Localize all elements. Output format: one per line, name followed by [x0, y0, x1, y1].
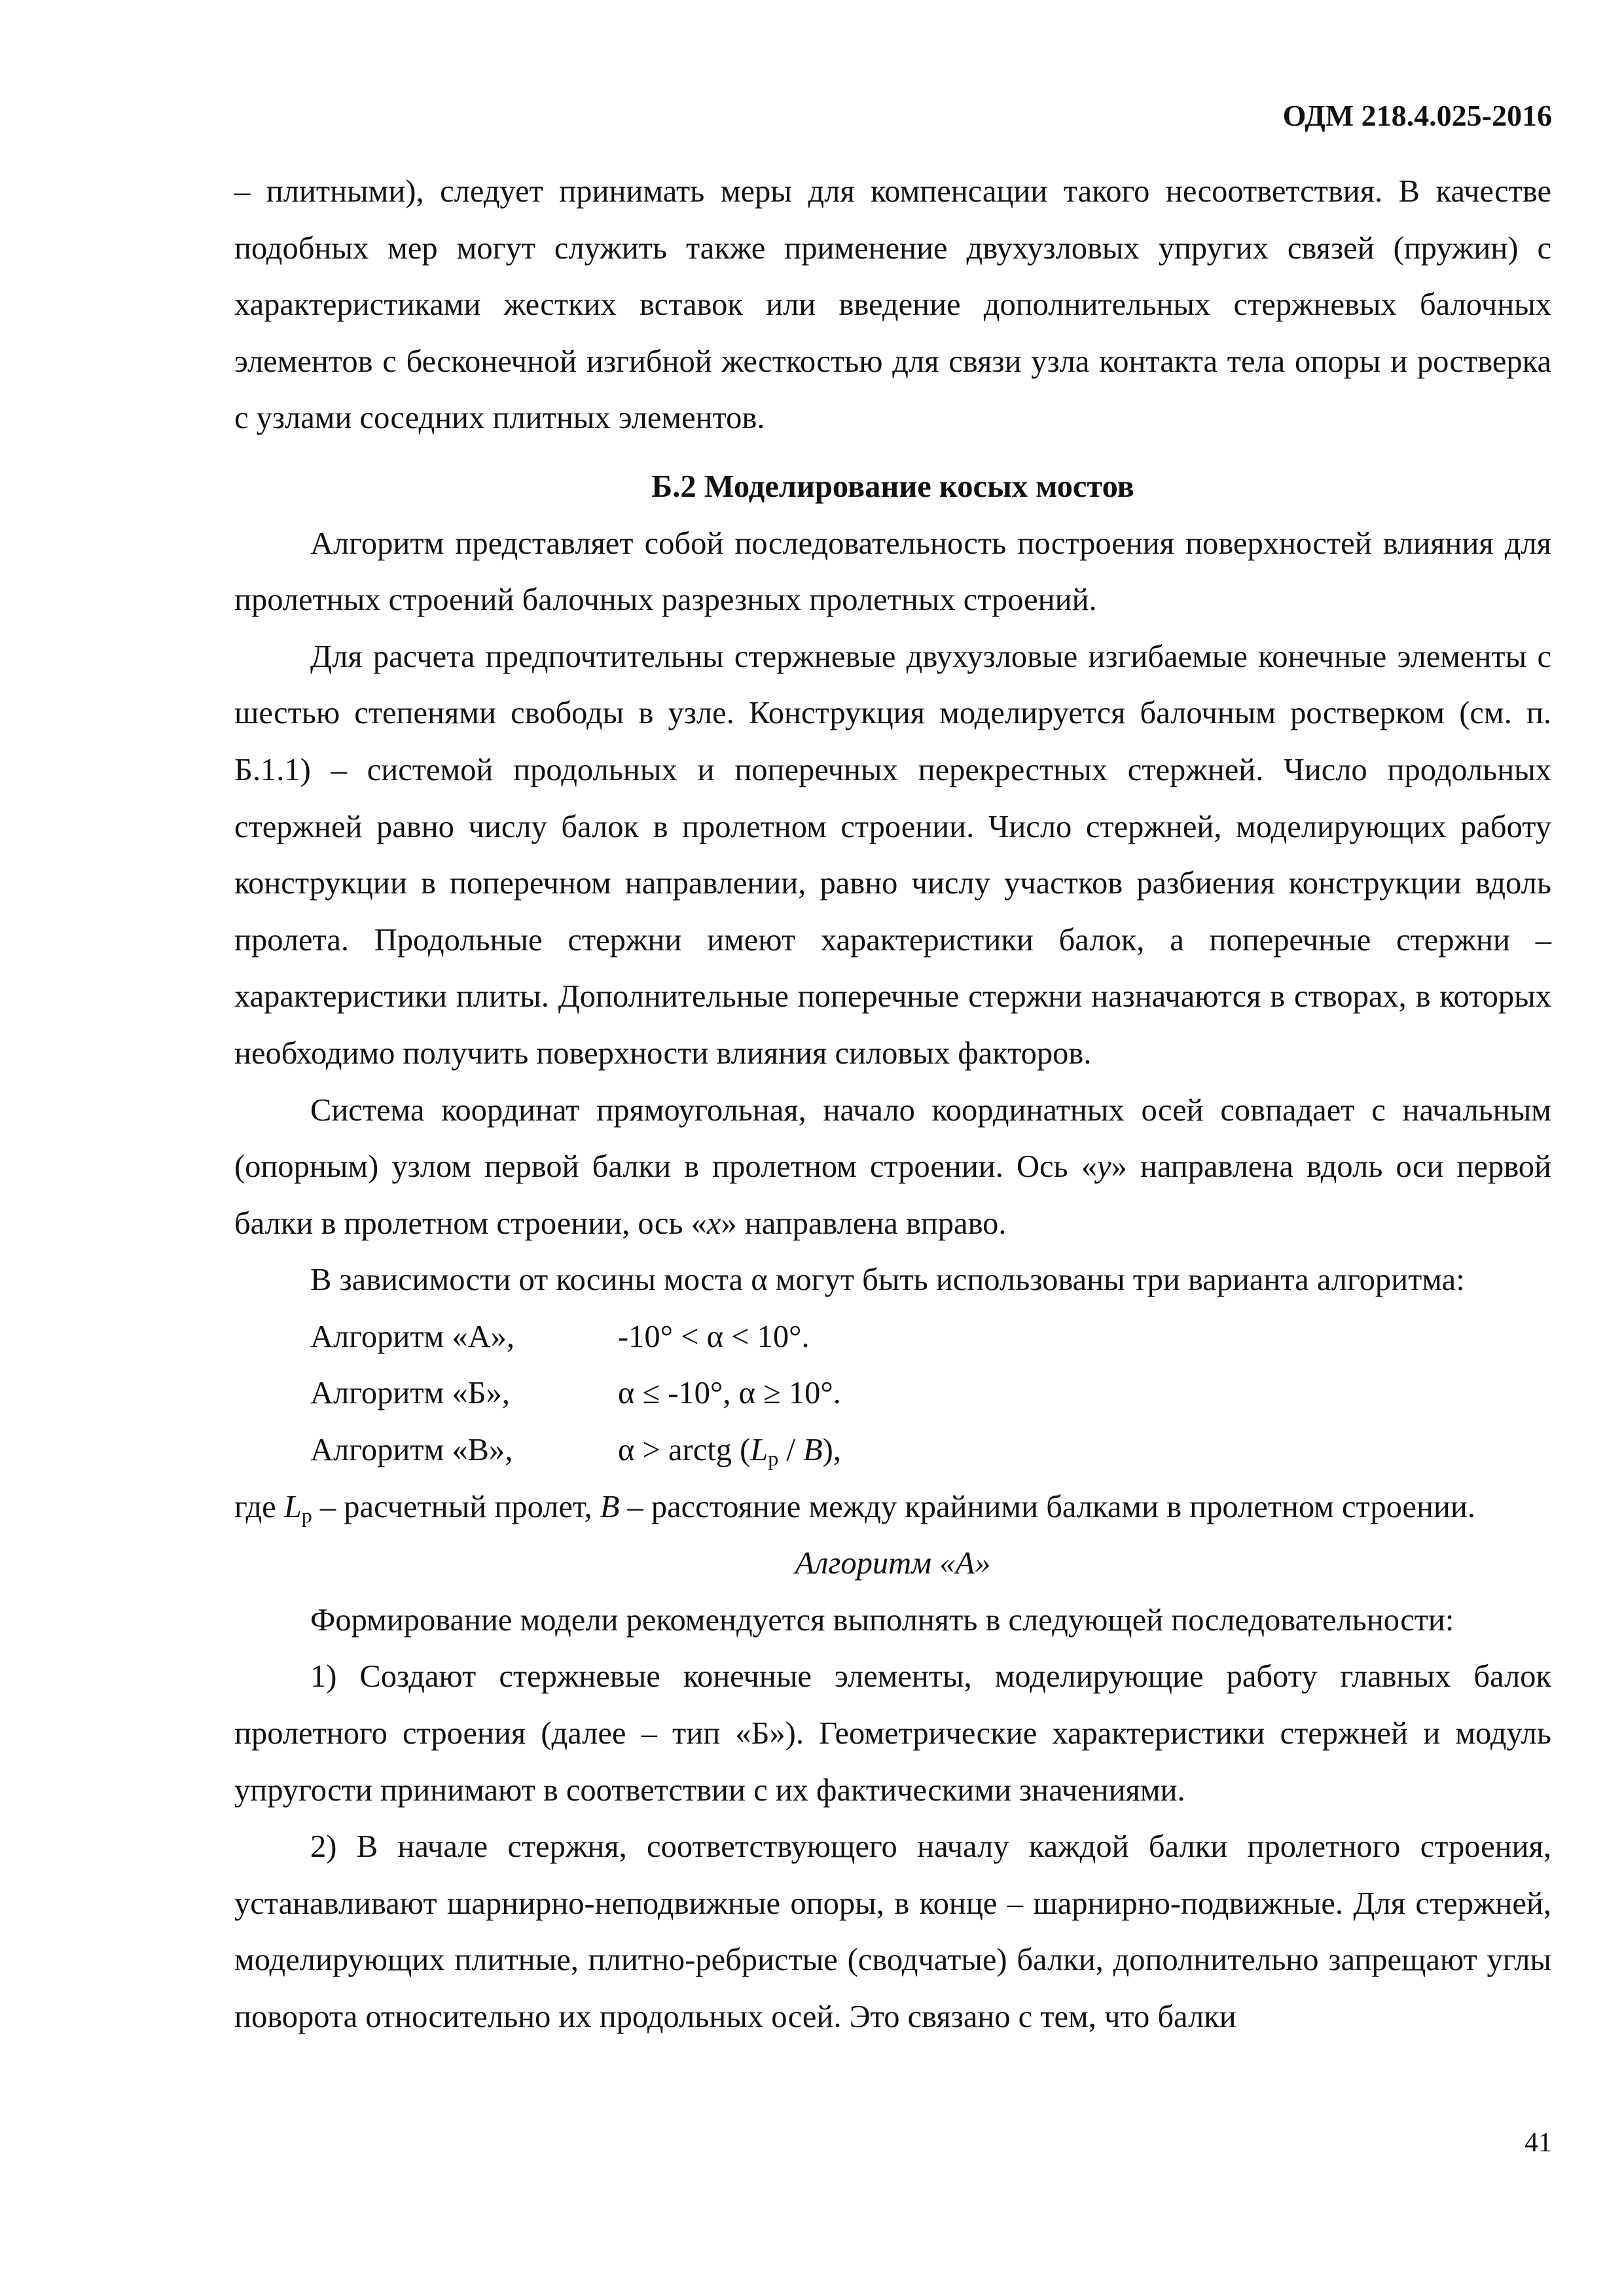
condition-text-b: ), [822, 1433, 841, 1468]
section-heading: Б.2 Моделирование косых мостов [651, 469, 1134, 504]
algorithm-row-b [234, 1365, 1551, 1422]
condition-text-a: α > arctg ( [618, 1433, 751, 1468]
algorithm-row-a [234, 1309, 1551, 1366]
paragraph-variants: В зависимости от косины моста α могут быть использованы три варианта алгоритма: [310, 1263, 1465, 1298]
span-length-subscript: р [768, 1446, 779, 1471]
paragraph-step-2: 2) В начале стержня, соответствующего началу каждой балки пролетного строения, устанавливают шарнирно-неподвижные опоры, в конце – шарнирно-подвижные. Для стержней, моделирующих плитные, плитно-ребристые (сводчатые) балки, дополнительно запрещают углы поворота относительно их продольных осей. Это связано с тем, что балки [234, 1829, 1551, 2034]
document-code: ОДМ 218.4.025-2016 [1282, 99, 1552, 132]
paragraph-continuation: – плитными), следует принимать меры для компенсации такого несоответствия. В качестве подобных мер могут служить также применение двухузловых упругих связей (пружин) с характеристиками жестких вставок или введение дополнительных стержневых балочных элементов с бесконечной изгибной жесткостью для связи узла контакта тела опоры и ростверка с узлами соседних плитных элементов. [234, 174, 1551, 436]
paragraph-where [234, 1479, 1551, 1536]
algorithm-condition: α ≤ -10°, α ≥ 10°. [618, 1376, 841, 1411]
algorithm-condition: -10° < α < 10°. [618, 1319, 810, 1354]
algorithm-name: Алгоритм «А», [310, 1319, 515, 1354]
algorithm-row-v [234, 1422, 1551, 1479]
axis-y-symbol: y [1097, 1149, 1111, 1185]
paragraph-sequence: Формирование модели рекомендуется выполнять в следующей последовательности: [310, 1602, 1454, 1638]
span-length-symbol: L [750, 1433, 768, 1468]
coord-text-a: Система координат прямоугольная, начало координатных осей совпадает с начальным (опорным) узлом первой балки в пролетном строении. Ось « [234, 1092, 1551, 1185]
subheading-algorithm-a: Алгоритм «А» [795, 1546, 991, 1581]
algorithm-condition [618, 1422, 1551, 1479]
where-text-a: где [234, 1489, 284, 1524]
page-number: 41 [1525, 2128, 1552, 2158]
paragraph-model-description: Для расчета предпочтительны стержневые двухузловые изгибаемые конечные элементы с шестью степенями свободы в узле. Конструкция моделируется балочным ростверком (см. п. Б.1.1) – системой продольных и поперечных перекрестных стержней. Число продольных стержней равно числу балок в пролетном строении. Число стержней, моделирующих работу конструкции в поперечном направлении, равно числу участков разбиения конструкции вдоль пролета. Продольные стержни имеют характеристики балок, а поперечные стержни – характеристики плиты. Дополнительные поперечные стержни назначаются в створах, в которых необходимо получить поверхности влияния силовых факторов. [234, 639, 1551, 1071]
algorithm-name: Алгоритм «Б», [310, 1376, 510, 1411]
span-length-symbol: L [283, 1489, 302, 1524]
beam-distance-symbol: B [803, 1433, 823, 1468]
where-text-b: – расчетный пролет, [312, 1489, 600, 1524]
coord-text-b: » направлена вдоль оси первой балки в пролетном строении, ось « [234, 1149, 1551, 1241]
beam-distance-symbol: B [600, 1489, 620, 1524]
coord-text-c: » направлена вправо. [721, 1206, 1007, 1241]
paragraph-coordinate-system [234, 1083, 1551, 1253]
condition-slash: / [778, 1433, 803, 1468]
span-length-subscript: р [301, 1503, 312, 1527]
algorithm-name: Алгоритм «В», [310, 1433, 513, 1468]
where-text-c: – расстояние между крайними балками в пролетном строении. [619, 1489, 1475, 1524]
paragraph-step-1: 1) Создают стержневые конечные элементы, моделирующие работу главных балок пролетного строения (далее – тип «Б»). Геометрические характеристики стержней и модуль упругости принимают в соответствии с их фактическими значениями. [234, 1659, 1551, 1808]
page-content [234, 164, 1551, 2046]
paragraph-algorithm-intro: Алгоритм представляет собой последовательность построения поверхностей влияния для пролетных строений балочных разрезных пролетных строений. [234, 526, 1551, 618]
axis-x-symbol: x [706, 1206, 721, 1241]
